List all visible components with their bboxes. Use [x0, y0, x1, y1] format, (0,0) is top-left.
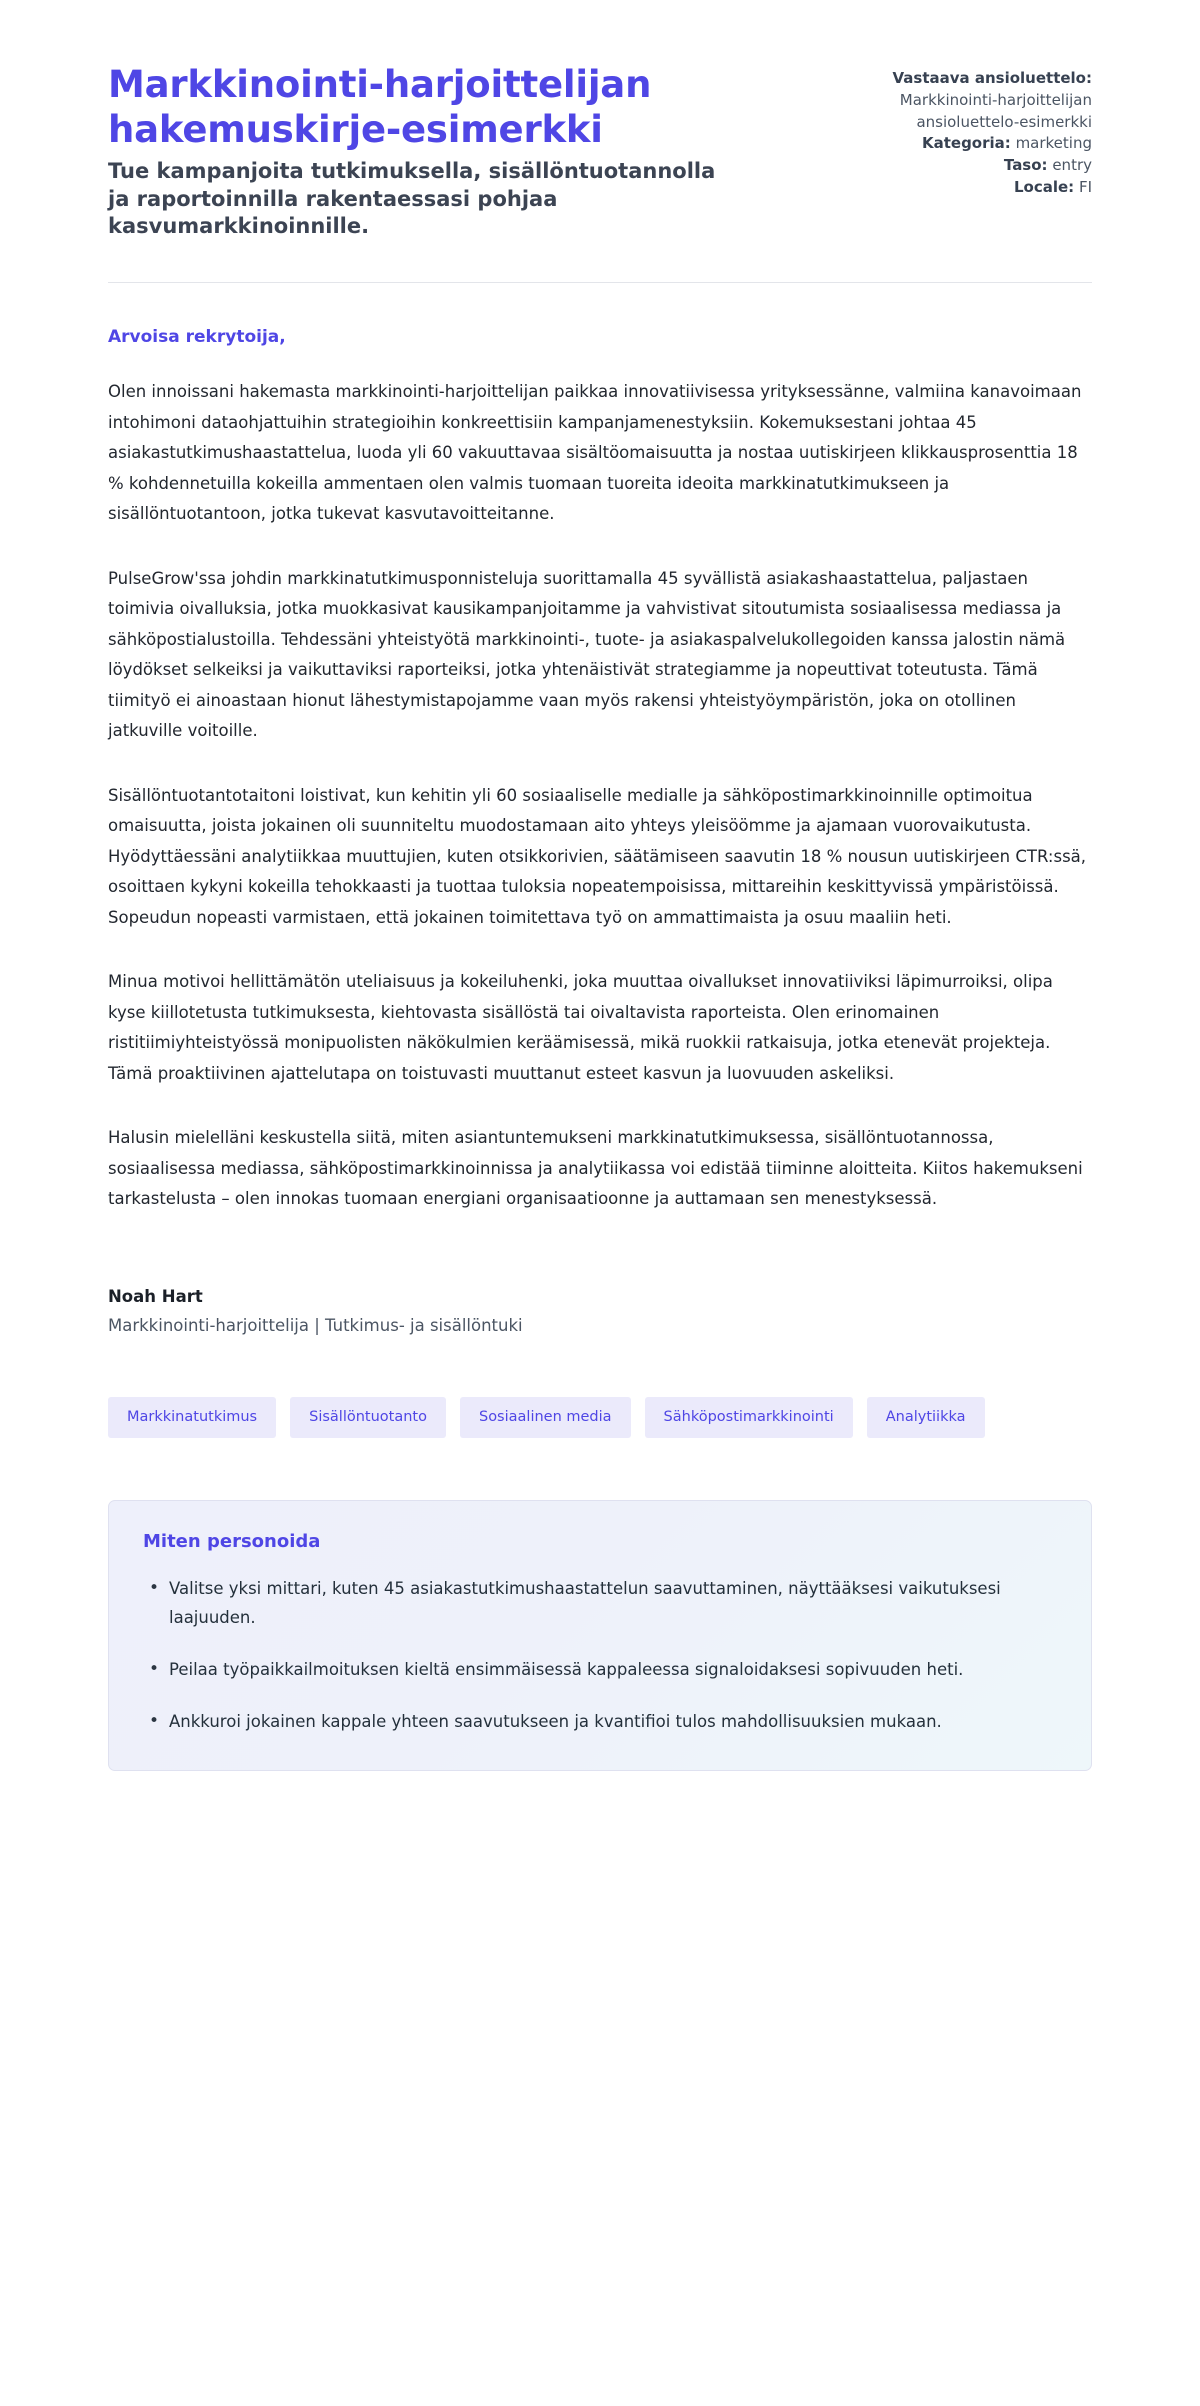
- tag-chip[interactable]: Sosiaalinen media: [460, 1397, 631, 1438]
- tag-chip[interactable]: Sisällöntuotanto: [290, 1397, 446, 1438]
- meta-level: [802, 155, 1092, 177]
- cover-letter-body: [108, 283, 1092, 1335]
- letter-salutation: Arvoisa rekrytoija,: [108, 327, 286, 348]
- meta-related-resume-label: Vastaava ansioluettelo:: [892, 69, 1092, 87]
- letter-paragraph: Minua motivoi hellittämätön uteliaisuus ja kokeiluhenki, joka muuttaa oivallukset innovatiiviksi läpimurroiksi, olipa kyse kiillotetusta tutkimuksesta, kiehtovasta sisällöstä tai oivaltavista raporteista. Olen erinomainen ristitiimiyhteistyössä monipuolisten näkökulmien keräämisessä, mikä ruokkii ratkaisuja, jotka etenevät projekteja. Tämä proaktiivinen ajattelutapa on toistuvasti muuttanut esteet kasvun ja luovuuden askeliksi.: [108, 972, 1053, 1083]
- meta-locale-value: FI: [1078, 177, 1092, 196]
- callout-tip-item: • Peilaa työpaikkailmoituksen kieltä ensimmäisessä kappaleessa signaloidaksesi sopivuuden heti.: [143, 1655, 1057, 1685]
- signature-name: Noah Hart: [108, 1287, 203, 1306]
- tag-chip[interactable]: Analytiikka: [867, 1397, 985, 1438]
- signature-role: Markkinointi-harjoittelija | Tutkimus- ja sisällöntuki: [108, 1316, 523, 1335]
- meta-level-value: entry: [1052, 156, 1092, 174]
- meta-category-value: marketing: [1015, 134, 1092, 153]
- header-title-block: [108, 62, 728, 240]
- page-title: Markkinointi-harjoittelijan hakemuskirje-esimerkki: [108, 63, 652, 152]
- callout-tip-item: • Ankkuroi jokainen kappale yhteen saavutukseen ja kvantifioi tulos mahdollisuuksien mukaan.: [143, 1707, 1057, 1737]
- letter-signature: [108, 1287, 1092, 1335]
- meta-category: [802, 133, 1092, 155]
- document-header: [108, 62, 1092, 240]
- letter-paragraph: Sisällöntuotantotaitoni loistivat, kun kehitin yli 60 sosiaaliselle medialle ja sähköpostimarkkinoinnille optimoitua omaisuutta, joista jokainen oli suunniteltu muodostamaan aito yhteys yleisöömme ja ajamaan vuorovaikutusta. Hyödyttäessäni analytiikkaa muuttujien, kuten otsikkorivien, säätämiseen saavutin 18 % nousun uutiskirjeen CTR:ssä, osoittaen kykyni kokeilla tehokkaasti ja tuottaa tuloksia nopeatempoisissa, mittareihin keskittyvissä ympäristöissä. Sopeudun nopeasti varmistaen, että jokainen toimitettava työ on ammattimaista ja osuu maaliin heti.: [108, 785, 1087, 927]
- meta-locale: [802, 177, 1092, 199]
- letter-paragraph: PulseGrow'ssa johdin markkinatutkimusponnisteluja suorittamalla 45 syvällistä asiakashaastattelua, paljastaen toimivia oivalluksia, jotka muokkasivat kausikampanjoitamme ja vahvistivat sitoutumista sosiaalisessa mediassa ja sähköpostialustoilla. Tehdessäni yhteistyötä markkinointi-, tuote- ja asiakaspalvelukollegoiden kanssa jalostin nämä löydökset selkeiksi ja vaikuttaviksi raporteiksi, jotka yhtenäistivät strategiamme ja nopeuttivat toteutusta. Tämä tiimityö ei ainoastaan hionut lähestymistapojamme vaan myös rakensi yhteistyöympäristön, joka on otollinen jatkuville voitoille.: [108, 568, 1066, 741]
- meta-related-resume: [802, 68, 1092, 90]
- page-subtitle: Tue kampanjoita tutkimuksella, sisällöntuotannolla ja raportoinnilla rakentaessasi pohjaa kasvumarkkinoinnille.: [108, 159, 716, 238]
- letter-paragraph: Halusin mielelläni keskustella siitä, miten asiantuntemukseni markkinatutkimuksessa, sisällöntuotannossa, sosiaalisessa mediassa, sähköpostimarkkinoinnissa ja analytiikassa voi edistää tiiminne aloitteita. Kiitos hakemukseni tarkastelusta – olen innokas tuomaan energiani organisaatioonne ja auttamaan sen menestyksessä.: [108, 1128, 1083, 1209]
- document-metadata: [802, 62, 1092, 199]
- tag-chip[interactable]: Markkinatutkimus: [108, 1397, 276, 1438]
- tag-chip[interactable]: Sähköpostimarkkinointi: [645, 1397, 853, 1438]
- meta-category-label: Kategoria:: [921, 134, 1011, 153]
- letter-paragraph: Olen innoissani hakemasta markkinointi-harjoittelijan paikkaa innovatiivisessa yrityksessänne, valmiina kanavoimaan intohimoni dataohjattuihin strategioihin konkreettisiin kampanjamenestyksiin. Kokemuksestani johtaa 45 asiakastutkimushaastattelua, luoda yli 60 vakuuttavaa sisältöomaisuutta ja nostaa uutiskirjeen klikkausprosenttia 18 % kohdennetuilla kokeilla ammentaen olen valmis tuomaan tuoreita ideoita markkinatutkimukseen ja sisällöntuotantoon, jotka tukevat kasvutavoitteitanne.: [108, 382, 1082, 524]
- meta-related-resume-value: Markkinointi-harjoittelijan ansioluettelo-esimerkki: [899, 90, 1092, 131]
- callout-tip-list: [143, 1574, 1057, 1737]
- callout-title: Miten personoida: [143, 1530, 321, 1552]
- callout-tip-item: • Valitse yksi mittari, kuten 45 asiakastutkimushaastattelun saavuttaminen, näyttääksesi vaikutuksesi laajuuden.: [143, 1574, 1057, 1633]
- personalization-callout: [108, 1500, 1092, 1772]
- meta-level-label: Taso:: [1003, 156, 1048, 174]
- meta-locale-label: Locale:: [1013, 177, 1075, 196]
- tag-list: [108, 1397, 1092, 1438]
